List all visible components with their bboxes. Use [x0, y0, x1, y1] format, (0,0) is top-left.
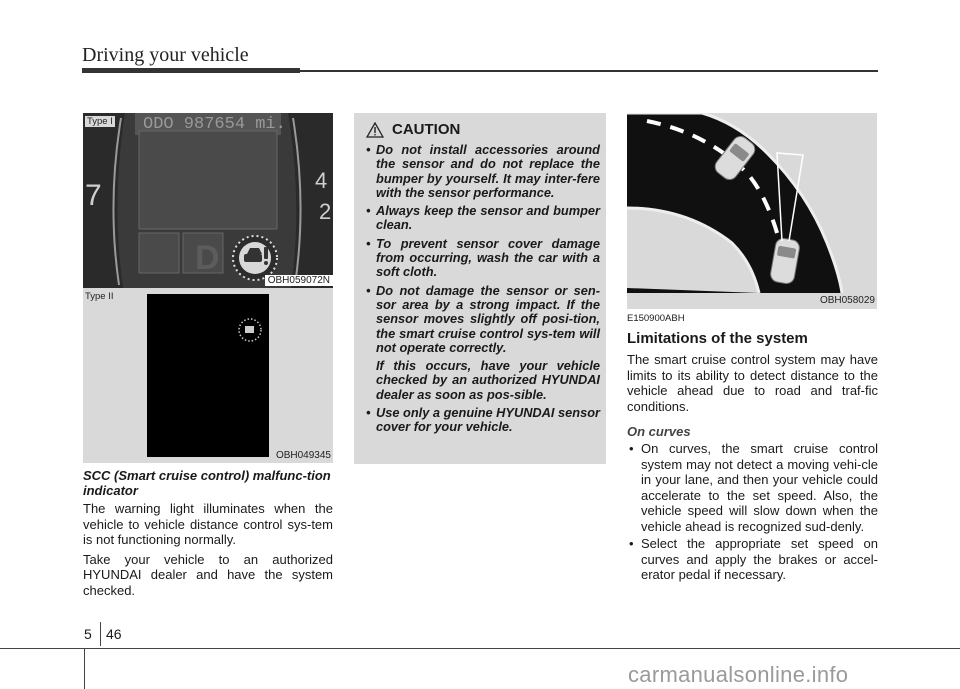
figure-type2	[83, 288, 333, 463]
footer-rule	[0, 648, 960, 649]
footer-vertical-rule	[84, 648, 85, 689]
scc-indicator-heading: SCC (Smart cruise control) malfunc-tion indicator	[83, 468, 331, 498]
scc-indicator-paragraph-2: Take your vehicle to an authorized HYUNDAI dealer and have the system checked.	[83, 551, 333, 598]
scc-indicator-paragraph-1: The warning light illuminates when the vehicle to vehicle distance control sys-tem is not functioning normally.	[83, 501, 333, 547]
odometer-readout: ODO 987654 mi.	[143, 115, 286, 134]
caution-item: • Do not damage the sensor or sen-sor area by a strong impact. If the sensor moves slightly off posi-tion, the smart cruise control sys-tem will not operate correctly.	[366, 282, 600, 355]
lcd-display-illustration	[147, 294, 269, 457]
chapter-title: Driving your vehicle	[82, 44, 249, 66]
figure-type1	[83, 113, 333, 288]
svg-text:D: D	[195, 239, 220, 277]
header-rule-thick	[82, 68, 300, 73]
watermark-text: carmanualsonline.info	[628, 662, 849, 687]
svg-text:2: 2	[319, 199, 332, 224]
figure-curve-code: OBH058029	[819, 295, 875, 306]
instrument-cluster-illustration	[83, 113, 333, 288]
on-curves-heading: On curves	[627, 424, 691, 439]
caution-item-continuation: If this occurs, have your vehicle checked by an authorized HYUNDAI dealer as soon as pos-sible.	[376, 358, 600, 402]
curves-bullet-text: On curves, the smart cruise control system may not detect a moving vehi-cle in your lane, and then your vehicle could accelerate to the set speed. Also, the vehicle speed will slow down when the vehicle ahead is recognized sud-denly.	[641, 441, 878, 534]
figure-type1-code: OBH059072N	[265, 275, 333, 286]
figure-curve-road	[627, 113, 877, 309]
header-rule-thin	[300, 70, 878, 72]
caution-item: • To prevent sensor cover damage from occurring, wash the car with a soft cloth.	[366, 235, 600, 280]
curves-bullet-text: Select the appropriate set speed on curves and apply the brakes or accel-erator pedal if necessary.	[641, 536, 878, 582]
caution-item-text: Do not install accessories around the sensor and do not replace the bumper by yourself. It may inter-fere with the sensor performance.	[376, 142, 600, 200]
caution-item-text: Always keep the sensor and bumper clean.	[376, 203, 600, 233]
caution-item: • Do not install accessories around the sensor and do not replace the bumper by yourself. It may inter-fere with the sensor performance.	[366, 142, 600, 200]
page-number-divider	[100, 622, 101, 646]
caution-item-text: Do not damage the sensor or sen-sor area by a strong impact. If the sensor moves slightly off posi-tion, the smart cruise control sys-tem will not operate correctly.	[376, 282, 600, 355]
figure-type2-label: Type II	[85, 291, 114, 302]
curved-road-illustration	[627, 113, 877, 293]
figure-type2-code: OBH049345	[275, 450, 331, 461]
page-number: 46	[106, 626, 122, 642]
caution-item-text: To prevent sensor cover damage from occurring, wash the car with a soft cloth.	[376, 235, 600, 280]
caution-header	[366, 121, 460, 138]
curves-bullet: • On curves, the smart cruise control system may not detect a moving vehi-cle in your lane, and then your vehicle could accelerate to the set speed. Also, the vehicle speed will slow down when the vehicle ahead is recognized sud-denly.	[629, 441, 878, 534]
warning-triangle-icon	[366, 122, 384, 138]
figure-type1-label: Type I	[87, 116, 113, 127]
curves-bullet: • Select the appropriate set speed on curves and apply the brakes or accel-erator pedal if necessary.	[629, 536, 878, 582]
svg-text:7: 7	[85, 179, 102, 212]
chapter-number: 5	[84, 626, 92, 642]
left-text-block	[83, 468, 333, 598]
limitations-intro: The smart cruise control system may have limits to its ability to detect distance to the vehicle ahead due to road and traf-fic conditions.	[627, 352, 878, 414]
caution-item: • Use only a genuine HYUNDAI sensor cover for your vehicle.	[366, 405, 600, 435]
limitations-heading: Limitations of the system	[627, 330, 808, 347]
caution-item: • Always keep the sensor and bumper clean.	[366, 203, 600, 233]
caution-title: CAUTION	[392, 121, 461, 138]
section-ref-code: E150900ABH	[627, 313, 685, 324]
caution-item-text: Use only a genuine HYUNDAI sensor cover for your vehicle.	[376, 405, 600, 435]
caution-box	[354, 113, 606, 464]
caution-list	[362, 143, 600, 439]
right-text-block	[627, 313, 878, 585]
svg-text:4: 4	[315, 168, 328, 193]
